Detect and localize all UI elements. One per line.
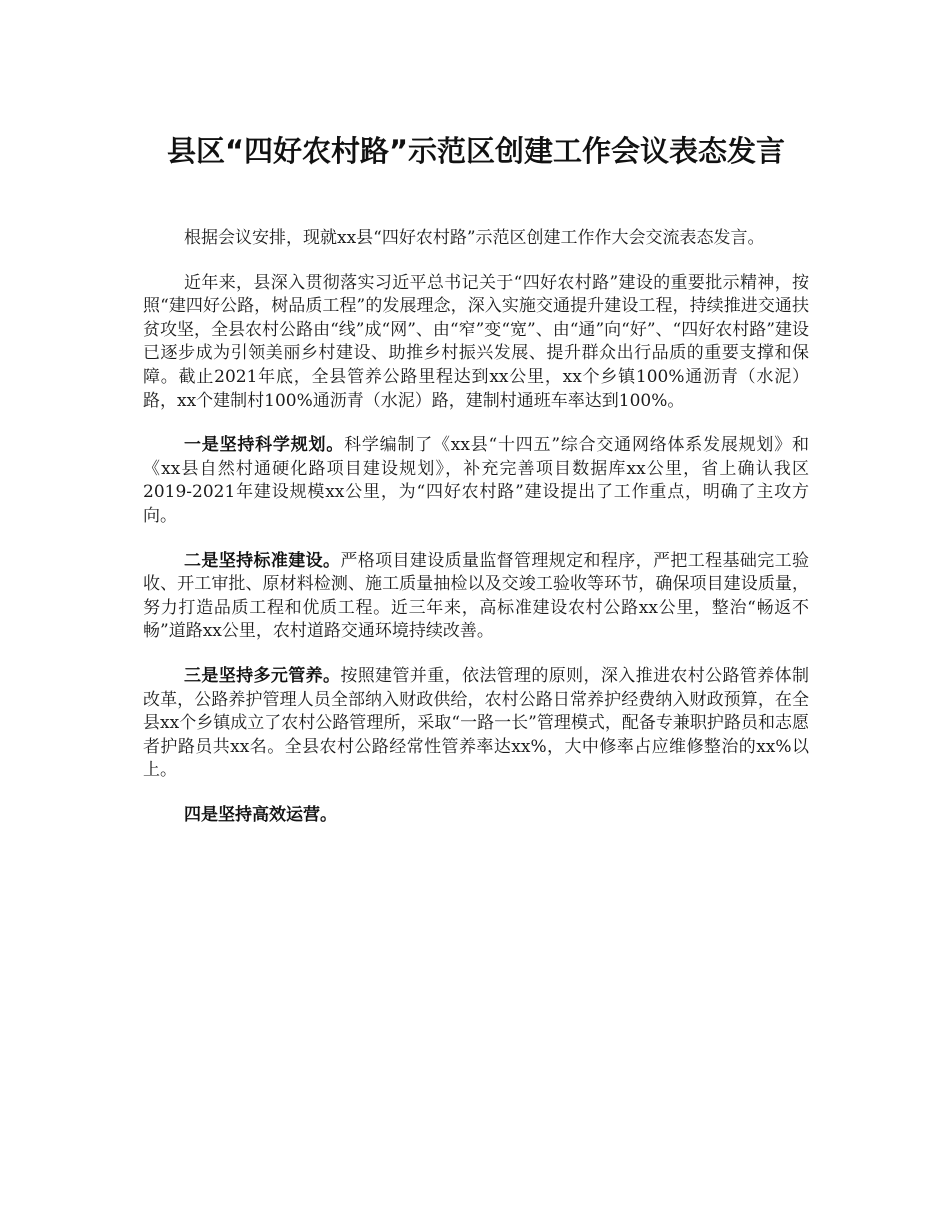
paragraph-lead: 一是坚持科学规划。 bbox=[184, 435, 345, 456]
document-body bbox=[143, 227, 809, 848]
paragraph-lead: 三是坚持多元管养。 bbox=[184, 665, 341, 686]
paragraph-planning bbox=[143, 434, 809, 528]
paragraph-text: 按照建管并重，依法管理的原则，深入推进农村公路管养体制改革，公路养护管理人员全部纳入财政供给，农村公路日常养护经费纳入财政预算，在全县xx个乡镇成立了农村公路管理所，采取“一路一长”管理模式，配备专兼职护路员和志愿者护路员共xx名。全县农村公路经常性管养率达xx%，大中修率占应维修整治的xx%以上。 bbox=[143, 665, 809, 781]
paragraph-lead: 四是坚持高效运营。 bbox=[184, 804, 337, 825]
paragraph-construction bbox=[143, 550, 809, 644]
paragraph-text: 严格项目建设质量监督管理规定和程序，严把工程基础完工验收、开工审批、原材料检测、施工质量抽检以及交竣工验收等环节，确保项目建设质量，努力打造品质工程和优质工程。近三年来，高标准建设农村公路xx公里，整治“畅返不畅”道路xx公里，农村道路交通环境持续改善。 bbox=[143, 550, 809, 642]
paragraph-overview bbox=[143, 272, 809, 414]
paragraph-maintenance bbox=[143, 665, 809, 783]
paragraph-text: 科学编制了《xx县“十四五”综合交通网络体系发展规划》和《xx县自然村通硬化路项目建设规划》，补充完善项目数据库xx公里，省上确认我区2019-2021年建设规模xx公里，为“四好农村路”建设提出了工作重点，明确了主攻方向。 bbox=[143, 435, 810, 526]
paragraph-lead: 二是坚持标准建设。 bbox=[184, 550, 341, 571]
paragraph-text: 近年来，县深入贯彻落实习近平总书记关于“四好农村路”建设的重要批示精神，按照“建四好公路，树品质工程”的发展理念，深入实施交通提升建设工程，持续推进交通扶贫攻坚，全县农村公路由“线”成“网”、由“窄”变“宽”、由“通”向“好”、“四好农村路”建设已逐步成为引领美丽乡村建设、助推乡村振兴发展、提升群众出行品质的重要支撑和保障。截止2021年底，全县管养公路里程达到xx公里，xx个乡镇100%通沥青（水泥）路，xx个建制村100%通沥青（水泥）路，建制村通班车率达到100%。 bbox=[143, 272, 809, 411]
paragraph-intro bbox=[143, 227, 809, 251]
document-title: 县区“四好农村路”示范区创建工作会议表态发言 bbox=[166, 134, 786, 168]
paragraph-text: 根据会议安排，现就xx县“四好农村路”示范区创建工作作大会交流表态发言。 bbox=[184, 228, 765, 248]
paragraph-operation bbox=[143, 804, 809, 828]
